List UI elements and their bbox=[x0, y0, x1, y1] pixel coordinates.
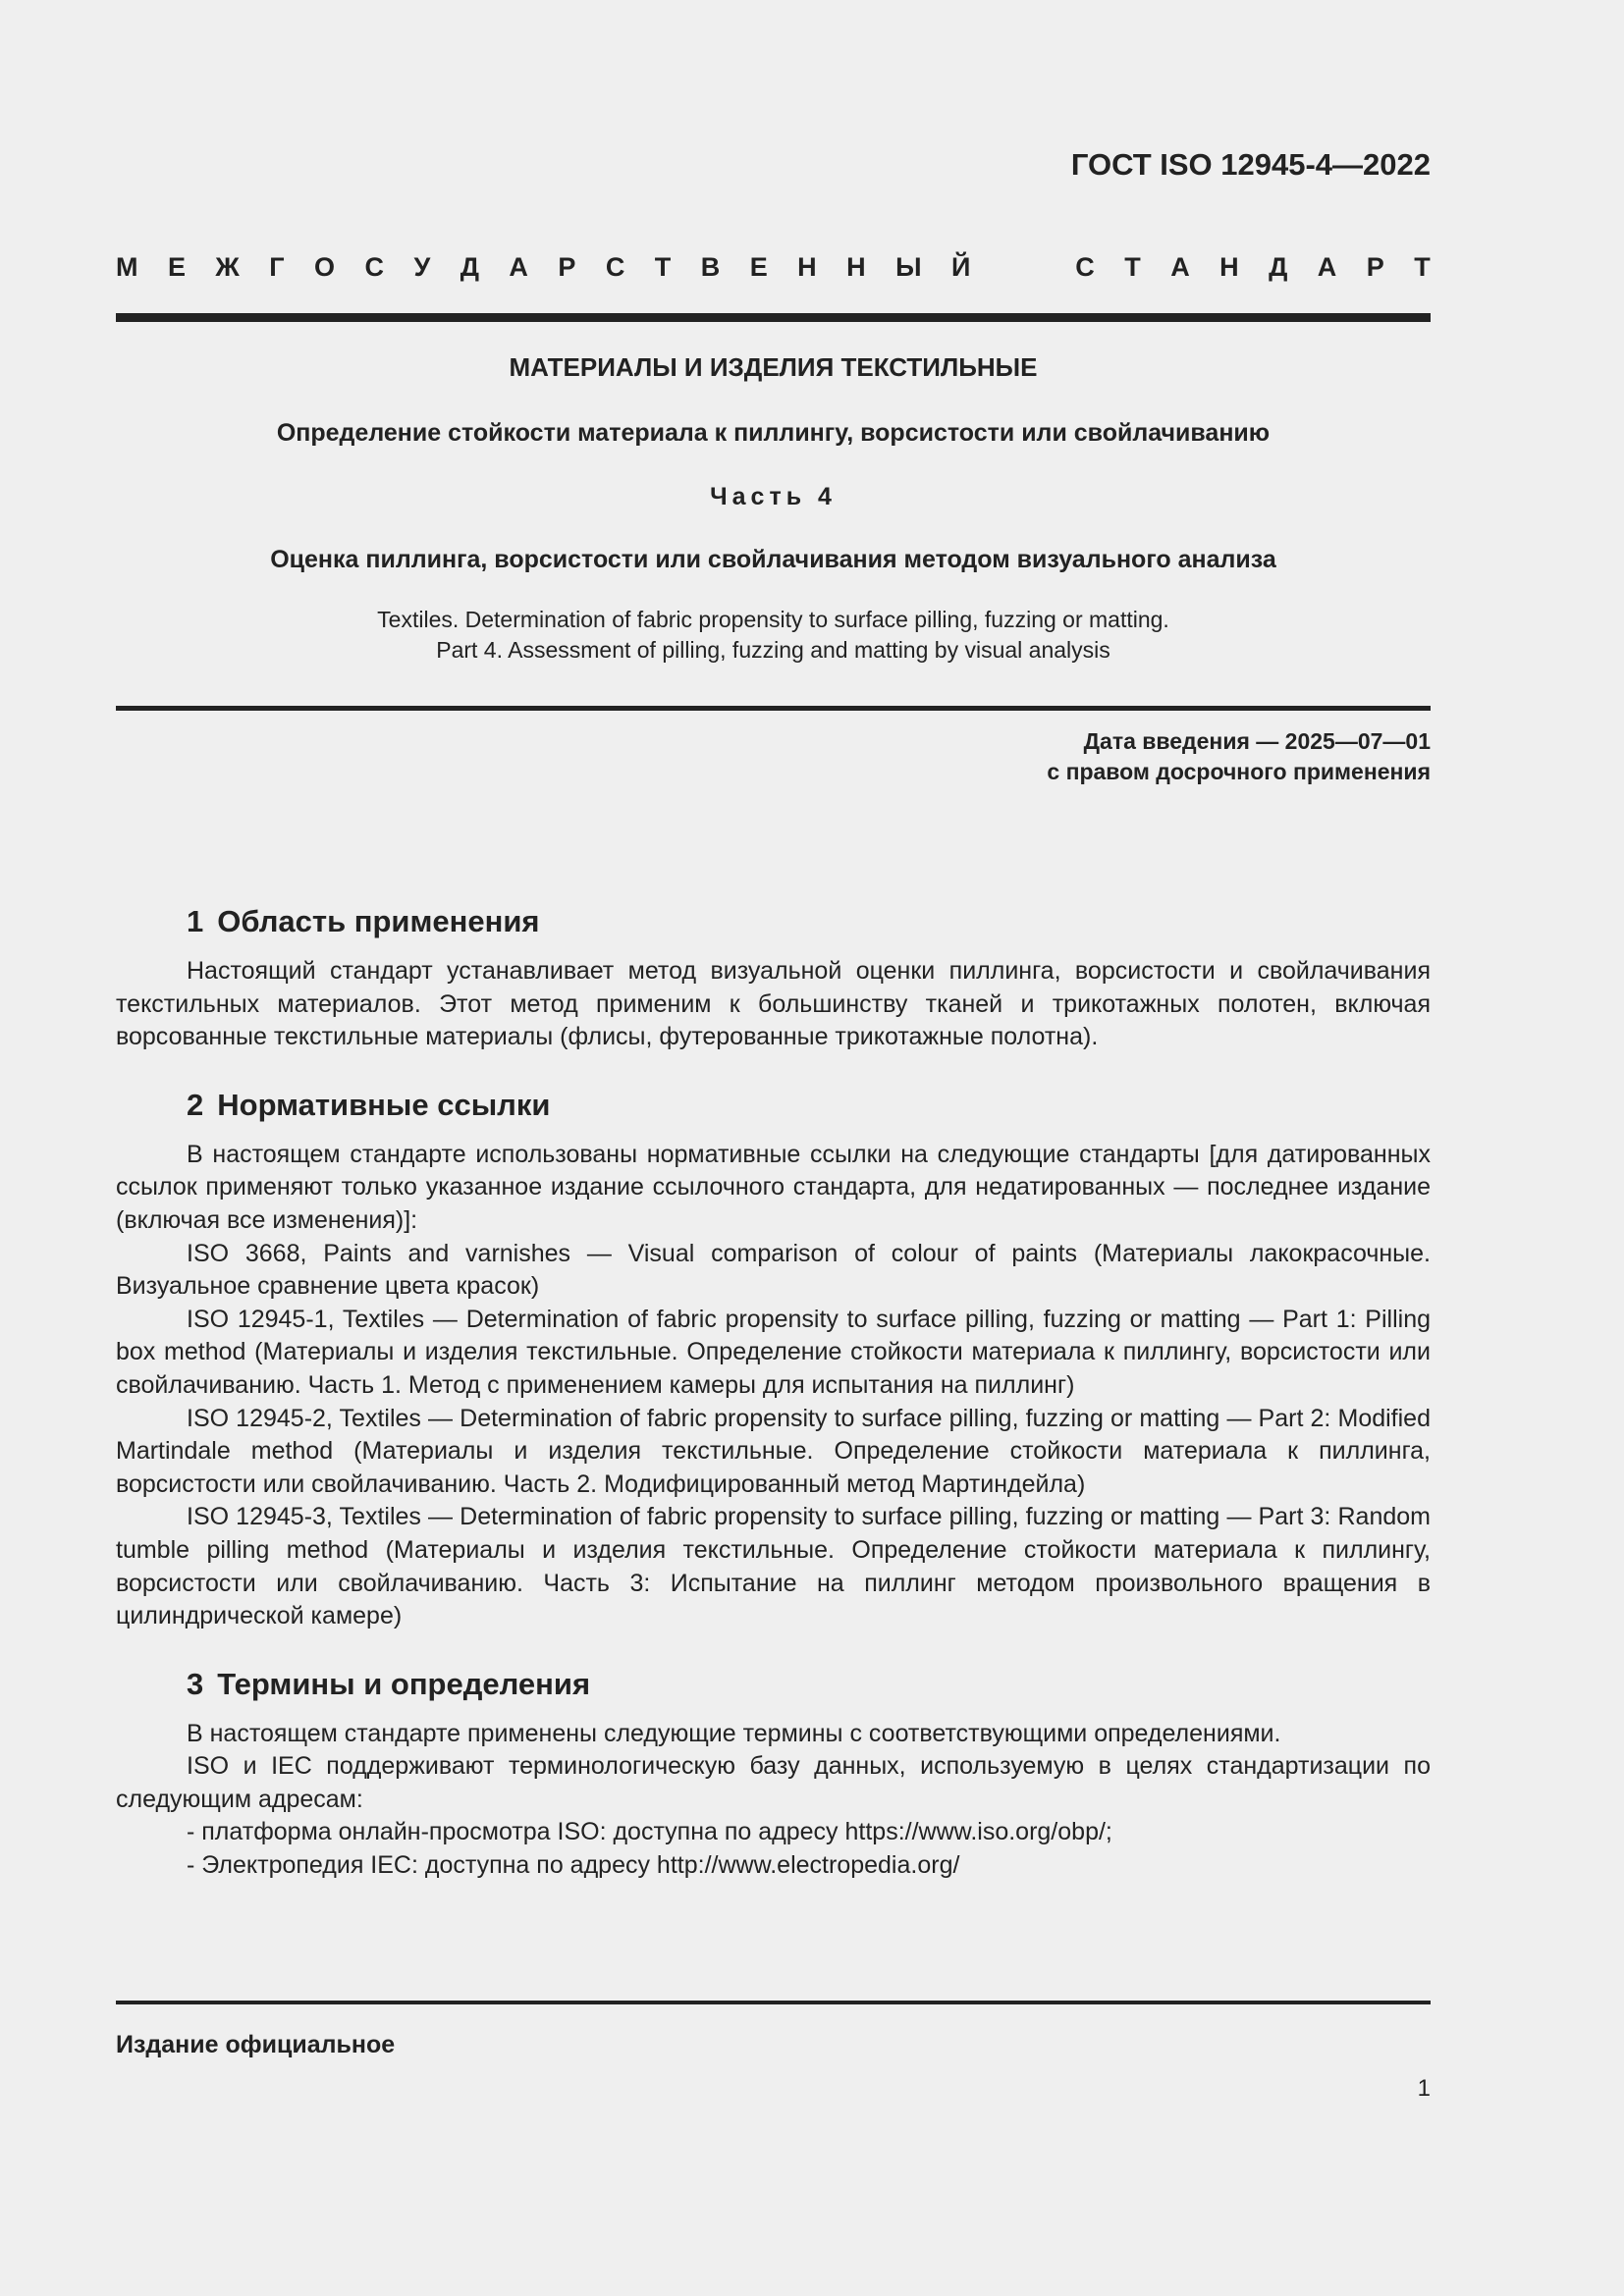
document-code: ГОСТ ISO 12945-4—2022 bbox=[1070, 147, 1431, 182]
interstate-letter: Ы bbox=[895, 252, 922, 282]
early-application-line: с правом досрочного применения bbox=[1047, 759, 1431, 784]
interstate-letter: Р bbox=[1366, 252, 1384, 282]
interstate-letter: А bbox=[1170, 252, 1190, 282]
page-number: 1 bbox=[1417, 2075, 1431, 2102]
document-page bbox=[116, 0, 1431, 2296]
interstate-letter: Е bbox=[749, 252, 768, 282]
title-divider bbox=[116, 706, 1431, 711]
interstate-letter: Ж bbox=[215, 252, 240, 282]
interstate-letter: Й bbox=[950, 252, 971, 282]
introduction-date-line: Дата введения — 2025—07—01 bbox=[1083, 728, 1431, 754]
list-item: - платформа онлайн-просмотра ISO: доступна по адресу https://www.iso.org/obp/; bbox=[187, 1818, 1112, 1846]
paragraph: В настоящем стандарте использованы нормативные ссылки на следующие стандарты [для датированных ссылок применяют только указанное издание ссылочного стандарта, для недатированных — последнее издание (включая все изменения)]: bbox=[116, 1140, 1431, 1234]
title-part: Часть 4 bbox=[710, 483, 837, 510]
interstate-letter: С bbox=[605, 252, 625, 282]
list-item: - Электропедия IEC: доступна по адресу http://www.electropedia.org/ bbox=[187, 1851, 960, 1880]
section-number: 1 bbox=[187, 904, 204, 938]
interstate-letter: С bbox=[1075, 252, 1095, 282]
section-number: 3 bbox=[187, 1666, 204, 1701]
section-number: 2 bbox=[187, 1087, 204, 1122]
interstate-letter: Н bbox=[1219, 252, 1239, 282]
section-heading bbox=[116, 1084, 1431, 1127]
interstate-letter: А bbox=[1317, 252, 1337, 282]
interstate-letter: Г bbox=[269, 252, 285, 282]
interstate-letter: Т bbox=[654, 252, 672, 282]
section-heading bbox=[116, 900, 1431, 943]
interstate-letter: Н bbox=[797, 252, 817, 282]
title-english-line: Textiles. Determination of fabric propensity to surface pilling, fuzzing or matting. bbox=[377, 607, 1169, 632]
document-body bbox=[116, 900, 1431, 1883]
interstate-letter: В bbox=[700, 252, 721, 282]
footer-divider bbox=[116, 2001, 1431, 2004]
interstate-letter: Р bbox=[558, 252, 576, 282]
paragraph: Настоящий стандарт устанавливает метод визуальной оценки пиллинга, ворсистости и свойлачивания текстильных материалов. Этот метод применим к большинству тканей и трикотажных полотен, включая ворсованные текстильные материалы (флисы, футерованные трикотажные полотна). bbox=[116, 957, 1431, 1051]
interstate-letter: Д bbox=[460, 252, 479, 282]
interstate-letter: М bbox=[116, 252, 138, 282]
reference-item: ISO 12945-3, Textiles — Determination of fabric propensity to surface pilling, fuzzing or matting — Part 3: Random tumble pilling method (Материалы и изделия текстильные. Определение стойкости материала к пиллингу, ворсистости или свойлачиванию. Часть 3: Испытание на пиллинг методом произвольного вращения в цилиндрической камере) bbox=[116, 1503, 1431, 1630]
interstate-letter: С bbox=[364, 252, 385, 282]
interstate-letter: А bbox=[509, 252, 528, 282]
title-main: МАТЕРИАЛЫ И ИЗДЕЛИЯ ТЕКСТИЛЬНЫЕ bbox=[509, 352, 1038, 382]
section-heading bbox=[116, 1663, 1431, 1706]
paragraph: В настоящем стандарте применены следующие термины с соответствующими определениями. bbox=[187, 1719, 1281, 1747]
reference-item: ISO 12945-1, Textiles — Determination of fabric propensity to surface pilling, fuzzing or matting — Part 1: Pilling box method (Материалы и изделия текстильные. Определение стойкости материала к пиллингу, ворсистости или свойлачиванию. Часть 1. Метод с применением камеры для испытания на пиллинг) bbox=[116, 1305, 1431, 1399]
header-divider bbox=[116, 313, 1431, 322]
interstate-letter: Е bbox=[167, 252, 186, 282]
title-english bbox=[116, 605, 1431, 666]
section-title: Термины и определения bbox=[217, 1666, 591, 1701]
interstate-letter: Д bbox=[1269, 252, 1288, 282]
word-gap bbox=[1001, 249, 1046, 285]
interstate-letter: О bbox=[314, 252, 336, 282]
interstate-letter: Т bbox=[1124, 252, 1141, 282]
introduction-date bbox=[1047, 726, 1431, 787]
official-edition-label: Издание официальное bbox=[116, 2031, 396, 2058]
reference-item: ISO 3668, Paints and varnishes — Visual comparison of colour of paints (Материалы лакокрасочные. Визуальное сравнение цвета красок) bbox=[116, 1239, 1431, 1301]
title-part-name: Оценка пиллинга, ворсистости или свойлачивания методом визуального анализа bbox=[270, 546, 1276, 573]
interstate-letter: Т bbox=[1414, 252, 1431, 282]
title-english-line: Part 4. Assessment of pilling, fuzzing and matting by visual analysis bbox=[436, 637, 1110, 663]
interstate-letter: У bbox=[413, 252, 431, 282]
paragraph: ISO и IEC поддерживают терминологическую базу данных, используемую в целях стандартизации по следующим адресам: bbox=[116, 1752, 1431, 1813]
title-subtitle: Определение стойкости материала к пиллингу, ворсистости или свойлачиванию bbox=[276, 419, 1271, 447]
interstate-standard-heading bbox=[116, 249, 1431, 285]
interstate-letter: Н bbox=[846, 252, 866, 282]
reference-item: ISO 12945-2, Textiles — Determination of fabric propensity to surface pilling, fuzzing or matting — Part 2: Modified Martindale method (Материалы и изделия текстильные. Определение стойкости материала к пиллинга, ворсистости или свойлачиванию. Часть 2. Модифицированный метод Мартиндейла) bbox=[116, 1404, 1431, 1498]
section-title: Область применения bbox=[217, 904, 540, 938]
section-title: Нормативные ссылки bbox=[217, 1087, 551, 1122]
